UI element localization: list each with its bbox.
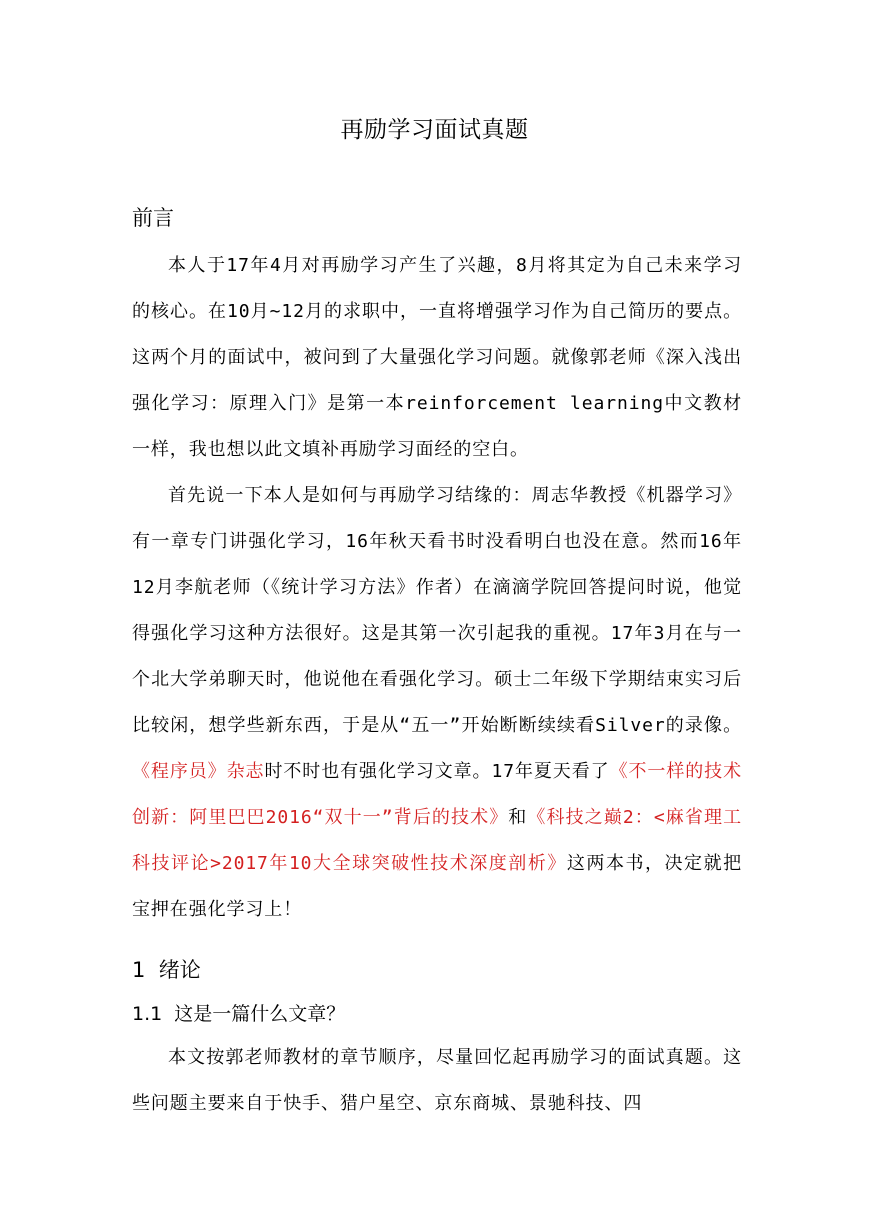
- paragraph-text: 首先说一下本人是如何与再励学习结缘的：周志华教授《机器学习》有一章专门讲强化学习，16年秋天看书时没看明白也没在意。然而16年12月李航老师（《统计学习方法》作者）在滴滴学院回答提问时说，他觉得强化学习这种方法很好。这是其第一次引起我的重视。17年3月在与一个北大学弟聊天时，他说他在看强化学习。硕士二年级下学期结束实习后比较闲，想学些新东西，于是从“五一”开始断断续续看Silver的录像。: [132, 485, 742, 736]
- section-1-1-paragraph: 本文按郭老师教材的章节顺序，尽量回忆起再励学习的面试真题。这些问题主要来自于快手、猎户星空、京东商城、景驰科技、四: [132, 1047, 742, 1114]
- book-reference-alibaba: 《不一样的技术创新：阿里巴巴2016“双十一”背后的技术》: [132, 761, 742, 828]
- section-1-1-heading: 1.1 这是一篇什么文章？: [132, 1003, 346, 1025]
- preface-paragraph-1: 本人于17年4月对再励学习产生了兴趣，8月将其定为自己未来学习的核心。在10月~12月的求职中，一直将增强学习作为自己简历的要点。这两个月的面试中，被问到了大量强化学习问题。就像郭老师《深入浅出强化学习：原理入门》是第一本reinforcement learning中文教材一样，我也想以此文填补再励学习面经的空白。: [132, 255, 742, 460]
- book-reference-mit-review: 《科技之巅2：<麻省理工科技评论>2017年10大全球突破性技术深度剖析》: [132, 807, 742, 874]
- chapter-1-heading: 1 绪论: [132, 958, 201, 982]
- book-reference-programmer-magazine: 《程序员》杂志: [132, 761, 265, 782]
- paragraph-text: 和: [508, 807, 528, 828]
- preface-heading: 前言: [132, 206, 174, 230]
- paragraph-text: 时不时也有强化学习文章。17年夏天看了: [264, 761, 610, 782]
- paragraph-text: 这两本书，决定就把宝押在强化学习上！: [132, 853, 742, 920]
- document-title: 再励学习面试真题: [340, 117, 529, 143]
- preface-paragraph-2: [132, 473, 742, 933]
